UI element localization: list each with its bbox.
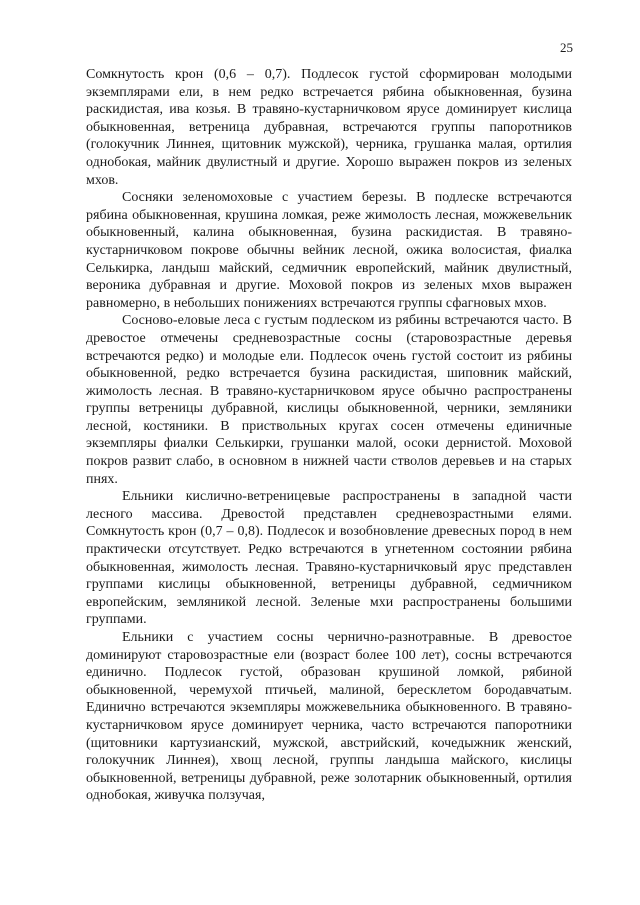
page-number: 25 (560, 40, 573, 55)
document-body (86, 66, 572, 805)
paragraph-green-moss-pine: Сосняки зеленомоховые с участием березы. В подлеске встречаются рябина обыкновенная, крушина ломкая, реже жимолость лесная, можжевельник обыкновенный, калина обыкновенная, бузина раскидистая. В травяно-кустарничковом покрове обычны вейник лесной, ожика волосистая, фиалка Селькирка, ландыш майский, седмичник европейский, майник двулистный, вероника дубравная и другие. Моховой покров из зеленых мхов выражен равномерно, в небольших понижениях встречаются группы сфагновых мхов. (86, 190, 572, 311)
paragraph-oxalis-anemone-spruce: Ельники кислично-ветреницевые распространены в западной части лесного массива. Древостой представлен средневозрастными елями. Сомкнутость крон (0,7 – 0,8). Подлесок и возобновление древесных пород в нем практически отсутствует. Редко встречаются в угнетенном состоянии рябина обыкновенная, жимолость лесная. Травяно-кустарничковый ярус представлен группами кислицы обыкновенной, ветреницы дубравной, седмичником европейским, земляникой лесной. Зеленые мхи распространены большими группами. (86, 489, 572, 628)
paragraph-pine-spruce-forest: Сосново-еловые леса с густым подлеском из рябины встречаются часто. В древостое отмечены средневозрастные сосны (старовозрастные деревья встречаются редко) и молодые ели. Подлесок очень густой состоит из рябины обыкновенной, редко встречается бузина раскидистая, шиповник майский, жимолость лесная. В травяно-кустарничковом ярусе обычно распространены группы ветреницы дубравной, кислицы обыкновенной, черники, земляники лесной, костяники. В приствольных кругах сосен отмечены единичные экземпляры фиалки Селькирки, грушанки малой, осоки дернистой. Моховой покров развит слабо, в основном в нижней части стволов деревьев и на старых пнях. (86, 313, 572, 487)
paragraph-spruce-continuation: Сомкнутость крон (0,6 – 0,7). Подлесок густой сформирован молодыми экземплярами ели, в нем редко встречается рябина обыкновенная, бузина раскидистая, ива козья. В травяно-кустарничковом ярусе доминирует кислица обыкновенная, ветреница дубравная, встречаются группы папоротников (голокучник Линнея, щитовник мужской), черника, грушанка малая, ортилия однобокая, майник двулистный и другие. Хорошо выражен покров из зеленых мхов. (86, 67, 572, 188)
paragraph-bilberry-forb-spruce: Ельники с участием сосны чернично-разнотравные. В древостое доминируют старовозрастные ели (возраст более 100 лет), сосны встречаются единично. Подлесок густой, образован крушиной ломкой, рябиной обыкновенной, черемухой птичьей, малиной, бересклетом бородавчатым. Единично встречаются экземпляры можжевельника обыкновенного. В травяно-кустарничковом ярусе доминирует черника, часто встречаются папоротники (щитовники картузианский, мужской, австрийский, кочедыжник женский, голокучник Линнея), хвощ лесной, группы ландыша майского, кислицы обыкновенной, ветреницы дубравной, реже золотарник обыкновенный, ортилия однобокая, живучка ползучая, (86, 630, 572, 804)
